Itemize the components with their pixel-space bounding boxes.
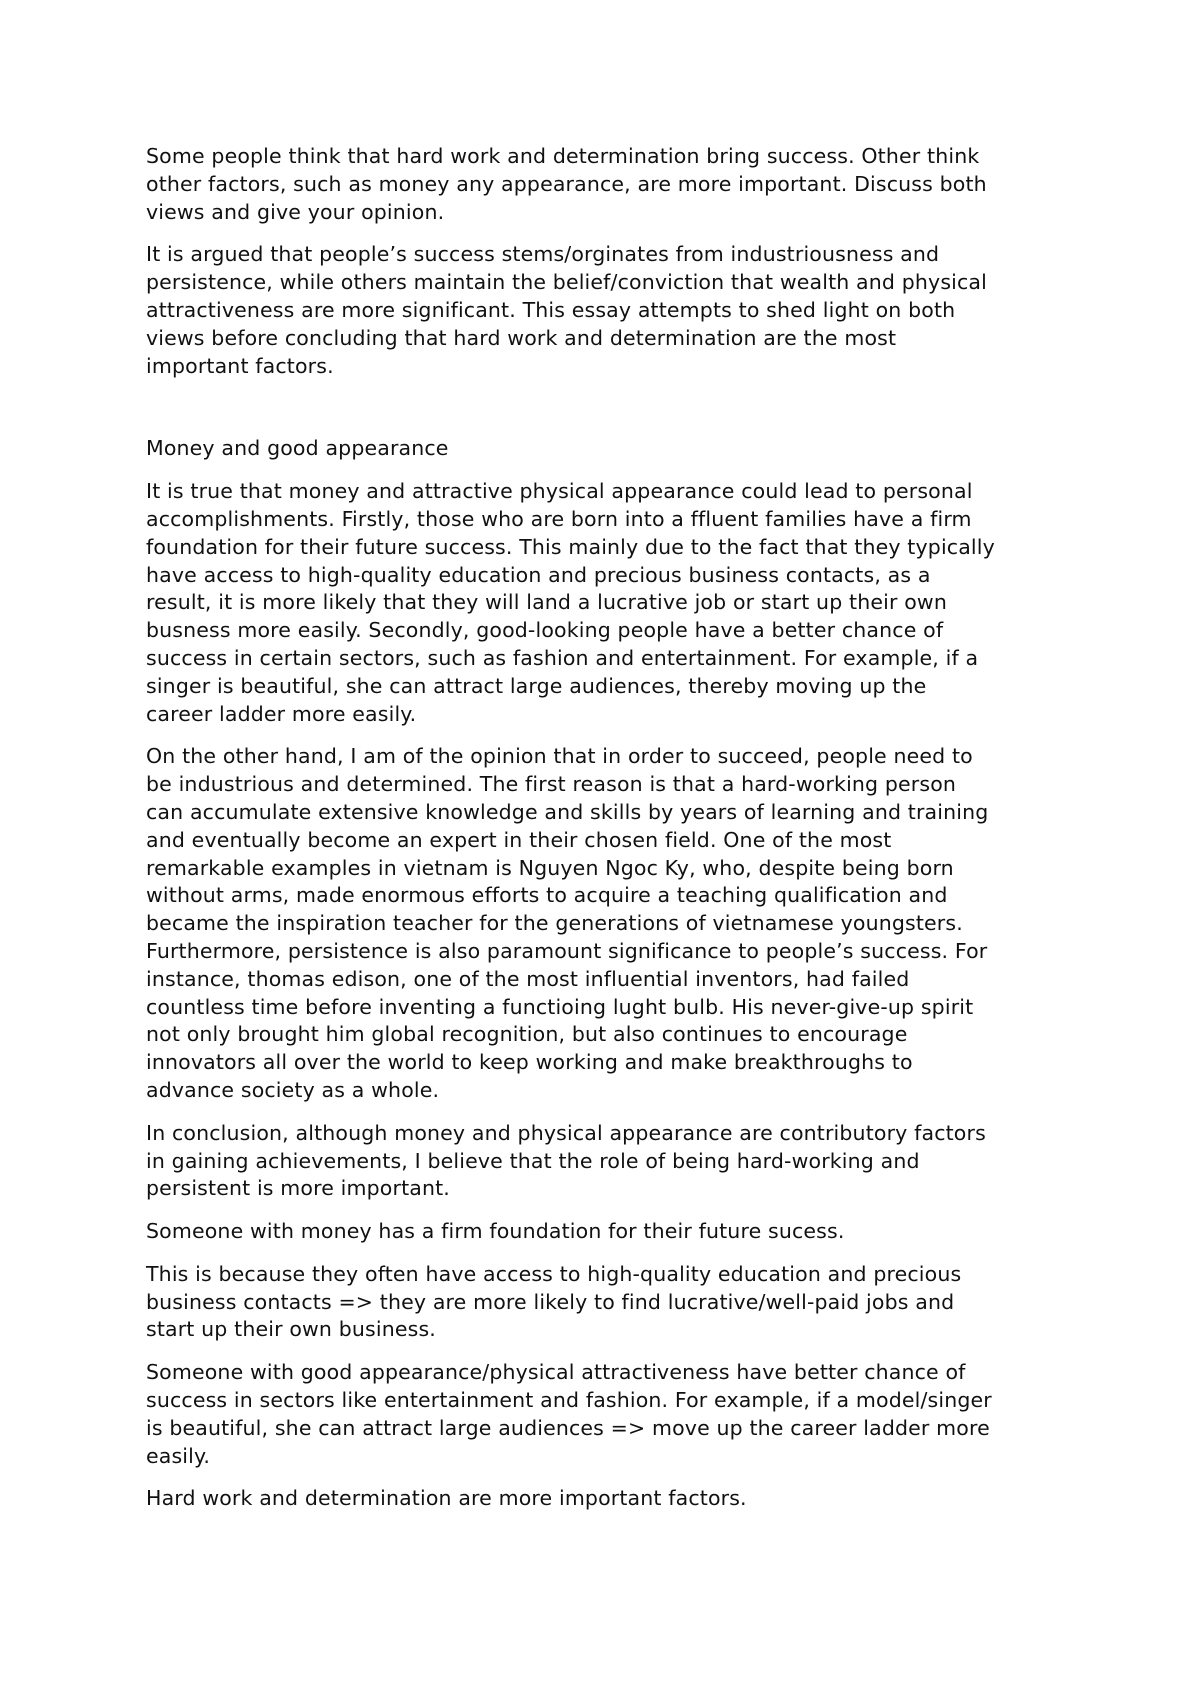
blank-line (146, 395, 1060, 435)
note-money: Someone with money has a firm foundation for their future sucess. (146, 1219, 845, 1244)
note-hard-work: Hard work and determination are more important factors. (146, 1486, 747, 1511)
conclusion-paragraph: In conclusion, although money and physical appearance are contributory factors in gaining achievements, I believe that the role of being hard-working and persistent is more important. (146, 1120, 986, 1201)
note-appearance: Someone with good appearance/physical attractiveness have better chance of success in sectors like entertainment and fashion. For example, if a model/singer is beautiful, she can attract large audiences => move up the career ladder more easily. (146, 1360, 992, 1468)
body-paragraph-money-appearance: It is true that money and attractive physical appearance could lead to personal accomplishments. Firstly, those who are born into a ffluent families have a firm foundation for their future success. This mainly due to the fact that they typically have access to high-quality education and precious business contacts, as a result, it is more likely that they will land a lucrative job or start up their own busness more easily. Secondly, good-looking people have a better chance of success in certain sectors, such as fashion and entertainment. For example, if a singer is beautiful, she can attract large audiences, thereby moving up the career ladder more easily. (146, 479, 995, 726)
section-heading: Money and good appearance (146, 436, 449, 461)
body-paragraph-hard-work: On the other hand, I am of the opinion that in order to succeed, people need to be industrious and determined. The first reason is that a hard-working person can accumulate extensive knowledge and skills by years of learning and training and eventually become an expert in their chosen field. One of the most remarkable examples in vietnam is Nguyen Ngoc Ky, who, despite being born without arms, made enormous efforts to acquire a teaching qualification and became the inspiration teacher for the generations of vietnamese youngsters. Furthermore, persistence is also paramount significance to people’s success. For instance, thomas edison, one of the most influential inventors, had failed countless time before inventing a functioing lught bulb. His never-give-up spirit not only brought him global recognition, but also continues to encourage innovators all over the world to keep working and make breakthroughs to advance society as a whole. (146, 744, 989, 1102)
prompt-paragraph: Some people think that hard work and determination bring success. Other think other factors, such as money any appearance, are more important. Discuss both views and give your opinion. (146, 144, 987, 224)
introduction-paragraph: It is argued that people’s success stems/orginates from industriousness and persistence, while others maintain the belief/conviction that wealth and physical attractiveness are more significant. This essay attempts to shed light on both views before concluding that hard work and determination are the most important factors. (146, 242, 987, 378)
note-reason: This is because they often have access to high-quality education and precious business contacts => they are more likely to find lucrative/well-paid jobs and start up their own business. (146, 1261, 962, 1342)
